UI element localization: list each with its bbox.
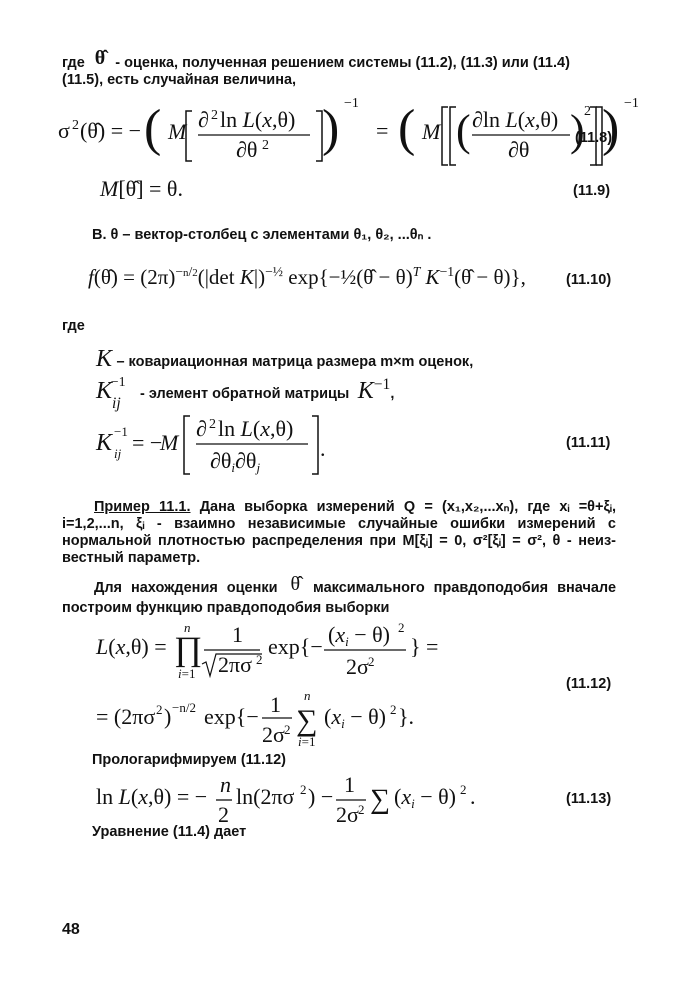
svg-text:2: 2 [218, 802, 229, 827]
svg-text:}.: }. [398, 704, 415, 729]
svg-text:= (2πσ: = (2πσ [96, 704, 156, 729]
definition-Kinv: $K_{ij}-1$ - элемент обратной матрицы $K^{-1}$, [96, 375, 395, 412]
svg-text:∂: ∂ [198, 107, 209, 132]
svg-text:M: M [168, 119, 187, 144]
svg-text:−1: −1 [624, 96, 639, 111]
svg-text:(: ( [456, 106, 471, 155]
svg-text:2: 2 [256, 652, 263, 667]
equation-number-11-13: (11.13) [566, 791, 612, 807]
svg-text:2: 2 [584, 104, 591, 119]
svg-text:exp{−: exp{− [204, 704, 259, 729]
equation-11-9: M[θ̂] = θ. [100, 176, 183, 201]
equation-number-11-8: (11.8) [575, 130, 613, 146]
svg-text:∂θ: ∂θ [236, 137, 258, 162]
svg-text:i=1: i=1 [298, 734, 316, 749]
equation-11-13 [92, 770, 492, 830]
svg-text:∂θi∂θj: ∂θi∂θj [210, 448, 261, 475]
svg-text:): ) [164, 704, 172, 729]
example-label: Пример 11.1. [94, 499, 191, 515]
svg-text:(xi − θ): (xi − θ) [324, 704, 386, 731]
para-2 [62, 573, 617, 617]
svg-text:2σ: 2σ [262, 722, 285, 747]
svg-text:1: 1 [344, 772, 355, 797]
svg-text:2: 2 [156, 702, 163, 717]
equation-number-11-12: (11.12) [566, 676, 612, 692]
svg-text:(: ( [144, 100, 162, 157]
final-text: Уравнение (11.4) дает [92, 824, 247, 840]
svg-text:1: 1 [232, 622, 243, 647]
svg-text:(θ̂) = −: (θ̂) = − [80, 118, 142, 143]
svg-text:2: 2 [358, 802, 365, 817]
svg-text:(xi − θ): (xi − θ) [394, 784, 456, 811]
svg-text:2σ: 2σ [346, 654, 369, 679]
definition-Kinv-text: - элемент обратной матрицы [140, 386, 350, 402]
svg-text:∏: ∏ [174, 631, 202, 668]
svg-text:−1: −1 [344, 96, 359, 111]
svg-text:ln(2πσ: ln(2πσ [236, 784, 295, 809]
svg-text:M: M [160, 430, 179, 455]
svg-text:2πσ: 2πσ [218, 652, 252, 677]
svg-text:} =: } = [410, 634, 439, 659]
svg-text:2: 2 [209, 417, 216, 432]
equation-number-11-9: (11.9) [573, 183, 611, 199]
svg-text:2: 2 [398, 620, 405, 635]
example-line-4: вестный параметр. [62, 550, 201, 566]
svg-text:i=1: i=1 [178, 666, 196, 681]
intro-text: - оценка, полученная решением системы (11.2), (11.3) или (11.4) [115, 55, 570, 71]
svg-text:∂ln L(x,θ): ∂ln L(x,θ) [472, 107, 559, 132]
svg-text:2σ: 2σ [336, 802, 359, 827]
para-2-line-2: построим функцию правдоподобия выборки [62, 600, 390, 616]
theta-hat-symbol: θ̂ [94, 47, 106, 69]
svg-text:∑: ∑ [296, 704, 318, 737]
svg-text:2: 2 [300, 782, 307, 797]
equation-11-8 [58, 95, 618, 175]
svg-text:ln L(x,θ) = −: ln L(x,θ) = − [96, 784, 208, 809]
svg-text:n: n [304, 688, 311, 703]
svg-text:L(x,θ) =: L(x,θ) = [96, 634, 167, 659]
svg-text:K: K [96, 430, 113, 456]
equation-11-12 [92, 620, 552, 750]
svg-text:σ: σ [58, 118, 70, 143]
svg-text:n: n [220, 772, 231, 797]
svg-text:1: 1 [270, 692, 281, 717]
svg-text:2: 2 [390, 702, 397, 717]
svg-text:): ) [322, 100, 340, 157]
where-label: где [62, 318, 85, 334]
svg-text:(xi − θ): (xi − θ) [328, 622, 390, 649]
definition-K: K – ковариационная матрица размера m×m оценок, [96, 346, 474, 372]
example-line-1: Пример 11.1. Дана выборка измерений Q = (x₁,x₂,...xₙ), где xᵢ =θ+ξᵢ, [94, 499, 616, 515]
example-line-2: i=1,2,...n, ξᵢ - взаимно независимые случайные ошибки измерений с [62, 516, 616, 532]
equation-number-11-10: (11.10) [566, 272, 612, 288]
equation-number-11-11: (11.11) [566, 435, 611, 451]
svg-text:2: 2 [211, 108, 218, 123]
equation-11-11 [92, 408, 352, 480]
example-line-3: нормальной плотностью распределения при M[ξᵢ] = 0, σ²[ξᵢ] = σ², θ - неиз- [62, 533, 616, 549]
svg-text:=: = [376, 118, 389, 143]
svg-text:2: 2 [72, 118, 79, 133]
svg-text:2: 2 [262, 138, 269, 153]
svg-text:= −: = − [132, 430, 163, 455]
equation-11-10: f(θ̂) = $(2\pi)^{-n/2}(|\det$ K|)$^{-\frac{1}{2}}$ exp{−½(θ̂ − θ)$^T$ $K^{-1}(\thetâ - \theta)$}, [88, 264, 526, 289]
svg-text:∂: ∂ [196, 416, 207, 441]
svg-text:): ) [570, 106, 585, 155]
svg-text:): ) [602, 100, 620, 157]
svg-text:2: 2 [460, 782, 467, 797]
svg-text:∂θ: ∂θ [508, 137, 530, 162]
svg-text:ij: ij [114, 446, 122, 461]
section-b-text: В. θ – вектор-столбец с элементами θ₁, θ₂, ...θₙ . [92, 227, 432, 243]
svg-text:ln L(x,θ): ln L(x,θ) [218, 416, 294, 441]
intro-line-1 [62, 47, 570, 71]
svg-text:.: . [320, 436, 326, 461]
svg-text:.: . [470, 784, 476, 809]
theta-hat-symbol: θ̂ [290, 573, 301, 595]
svg-text:−n/2: −n/2 [172, 700, 196, 715]
intro-line-2: (11.5), есть случайная величина, [62, 72, 297, 88]
svg-text:−1: −1 [114, 424, 128, 439]
example-11-1 [62, 499, 616, 567]
svg-text:∑: ∑ [370, 784, 390, 815]
svg-text:2: 2 [368, 654, 375, 669]
svg-text:ln L(x,θ): ln L(x,θ) [220, 107, 296, 132]
svg-text:) −: ) − [308, 784, 334, 809]
svg-text:n: n [184, 620, 191, 635]
prolog-text: Прологарифмируем (11.12) [92, 752, 286, 768]
intro-where: где [62, 55, 85, 71]
svg-text:M: M [422, 119, 441, 144]
svg-text:2: 2 [284, 722, 291, 737]
definition-K-text: – ковариационная матрица размера m×m оценок, [116, 354, 474, 370]
page-number: 48 [62, 921, 80, 938]
svg-text:exp{−: exp{− [268, 634, 323, 659]
para-2-line-1: Для нахождения оценки θ̂ максимального правдоподобия вначале [94, 573, 617, 596]
svg-text:(: ( [398, 100, 416, 157]
